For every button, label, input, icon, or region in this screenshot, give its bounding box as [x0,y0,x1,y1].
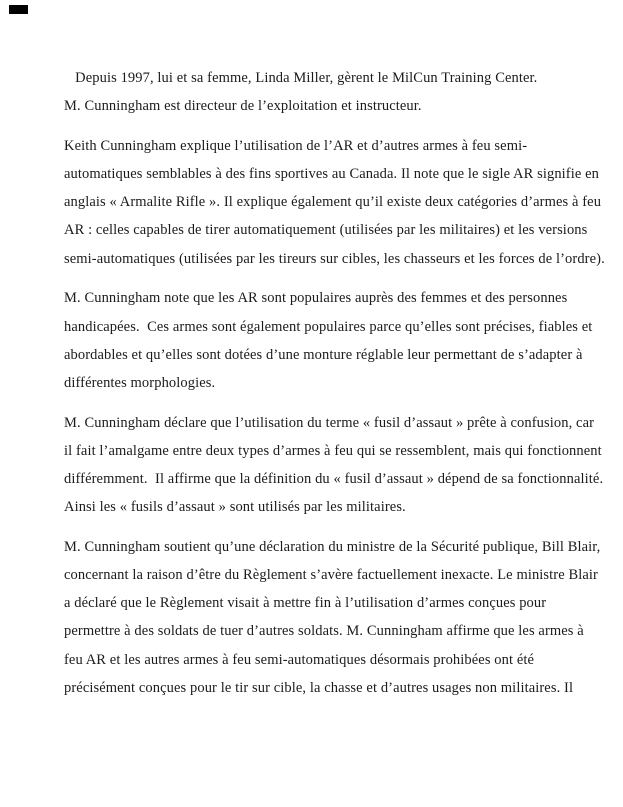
text-line: handicapées. Ces armes sont également populaires parce qu’elles sont précises, fiables et [64,318,593,335]
redaction-box [9,5,28,14]
paragraph-blair-declaration [64,533,609,702]
text-line: AR : celles capables de tirer automatiquement (utilisées par les militaires) et les versions [64,222,588,239]
text-line: Keith Cunningham explique l’utilisation de l’AR et d’autres armes à feu semi- [64,137,528,154]
paragraph-fusil-assaut [64,409,609,522]
text-line: M. Cunningham soutient qu’une déclaration du ministre de la Sécurité publique, Bill Blair, [64,538,601,555]
text-line: précisément conçues pour le tir sur cible, la chasse et d’autres usages non militaires. Il [64,679,574,696]
text-line: il fait l’amalgame entre deux types d’armes à feu qui se ressemblent, mais qui fonctionnent [64,442,602,459]
text-line: a déclaré que le Règlement visait à mettre fin à l’utilisation d’armes conçues pour [64,595,547,612]
text-line: M. Cunningham déclare que l’utilisation du terme « fusil d’assaut » prête à confusion, car [64,414,595,431]
text-line: semi-automatiques (utilisées par les tireurs sur cibles, les chasseurs et les forces de l’ordre). [64,250,605,267]
text-line: Ainsi les « fusils d’assaut » sont utilisés par les militaires. [64,499,406,516]
text-line: concernant la raison d’être du Règlement s’avère factuellement inexacte. Le ministre Blair [64,567,598,583]
paragraph-intro [64,64,609,120]
paragraph-ar-explanation [64,132,609,273]
document-text [64,64,609,713]
text-line: permettre à des soldats de tuer d’autres soldats. M. Cunningham affirme que les armes à [64,623,584,640]
text-line: automatiques semblables à des fins sportives au Canada. Il note que le sigle AR signifie en [64,166,600,183]
text-line: feu AR et les autres armes à feu semi-automatiques désormais prohibées ont été [64,651,535,668]
text-line: M. Cunningham est directeur de l’exploitation et instructeur. [64,98,422,115]
text-line: différentes morphologies. [64,374,216,391]
text-line: différemment. Il affirme que la définition du « fusil d’assaut » dépend de sa fonctionnalité. [64,470,604,487]
paragraph-popularity [64,284,609,397]
text-line: Depuis 1997, lui et sa femme, Linda Miller, gèrent le MilCun Training Center. [64,70,538,86]
text-line: M. Cunningham note que les AR sont populaires auprès des femmes et des personnes [64,290,568,307]
text-line: abordables et qu’elles sont dotées d’une monture réglable leur permettant de s’adapter à [64,346,583,363]
text-line: anglais « Armalite Rifle ». Il explique également qu’il existe deux catégories d’armes à feu [64,194,602,211]
